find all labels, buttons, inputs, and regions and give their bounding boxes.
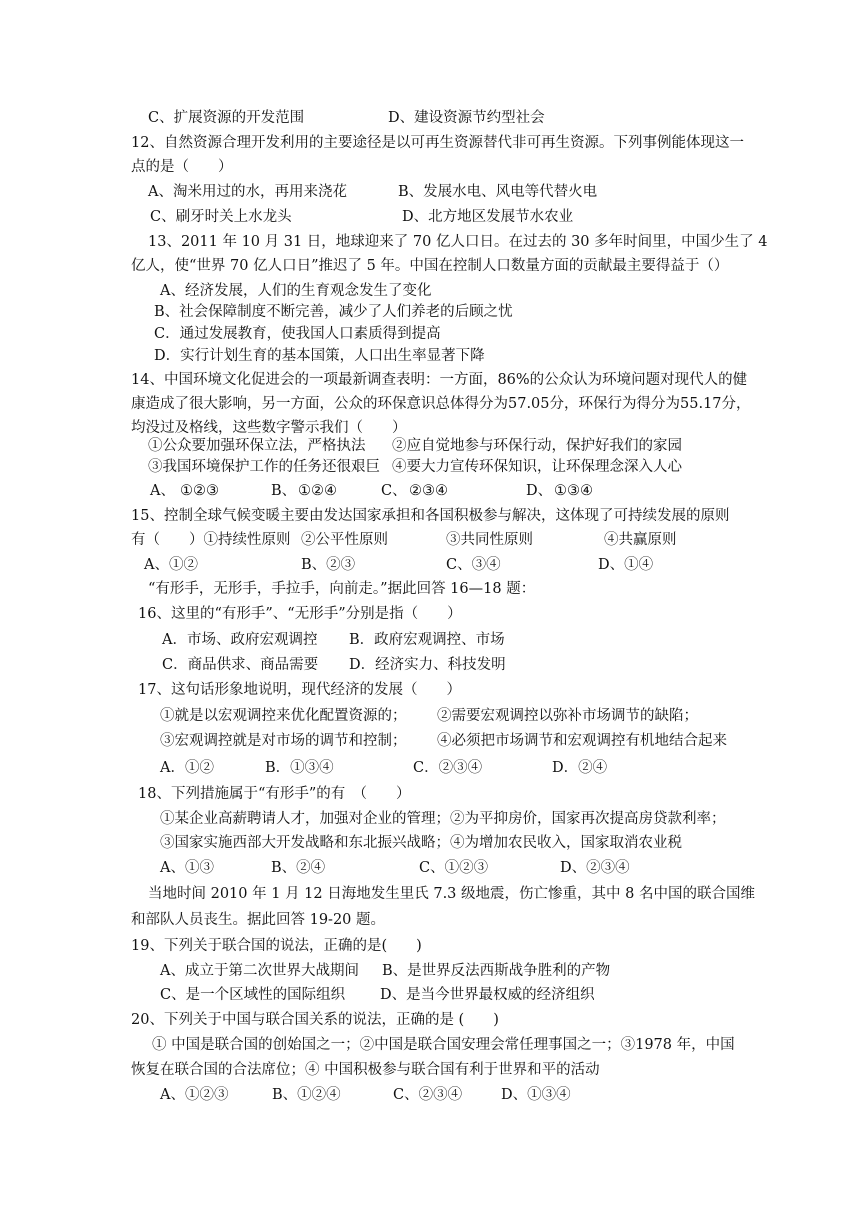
text-cell: D、北方地区发展节水农业 — [402, 209, 574, 225]
text-line: ③国家实施西部大开发战略和东北振兴战略；④为增加农民收入，国家取消农业税 — [160, 835, 682, 851]
text-cell: ②公平性原则 — [301, 532, 388, 548]
text-cell: B．政府宏观调控、市场 — [349, 632, 505, 648]
text-cell: B、①②④ — [272, 1087, 341, 1103]
text-line: 恢复在联合国的合法席位；④ 中国积极参与联合国有利于世界和平的活动 — [131, 1062, 600, 1078]
text-cell: ②需要宏观调控以弥补市场调节的缺陷； — [437, 708, 698, 724]
text-cell: ④共赢原则 — [604, 532, 677, 548]
text-line: C、刷牙时关上水龙头 — [150, 209, 292, 225]
text-cell: C．②③④ — [413, 760, 483, 776]
text-line: C、是一个区域性的国际组织 — [160, 987, 346, 1003]
text-line: 17、这句话形象地说明，现代经济的发展（ ） — [138, 682, 461, 698]
text-cell: D、 — [526, 483, 553, 499]
text-line: 12、自然资源合理开发利用的主要途径是以可再生资源替代非可再生资源。下列事例能体现这一 — [131, 135, 744, 151]
text-cell: ②③④ — [409, 483, 448, 499]
text-cell: C、②③④ — [393, 1087, 463, 1103]
text-line: 13、2011 年 10 月 31 日，地球迎来了 70 亿人口日。在过去的 30 多年时间里，中国少生了 4 — [148, 234, 768, 250]
text-line: 18、下列措施属于“有形手”的有 （ ） — [138, 786, 411, 802]
text-cell: ②应自觉地参与环保行动，保护好我们的家园 — [392, 438, 682, 454]
text-line: A．市场、政府宏观调控 — [162, 632, 318, 648]
text-cell: B、是世界反法西斯战争胜利的产物 — [382, 963, 611, 979]
text-cell: D、①④ — [598, 557, 654, 573]
text-cell: B．①③④ — [265, 760, 334, 776]
text-line: 有（ ）①持续性原则 — [131, 532, 291, 548]
text-line: A、①③ — [160, 860, 214, 876]
text-cell: C、①②③ — [419, 860, 489, 876]
text-line: 康造成了很大影响，另一方面，公众的环保意识总体得分为57.05分，环保行为得分为55.17分， — [131, 396, 751, 412]
text-line: 均没过及格线，这些数字警示我们（ ） — [131, 420, 407, 436]
text-line: C．通过发展教育，使我国人口素质得到提高 — [154, 326, 441, 342]
text-line: A、经济发展，人们的生育观念发生了变化 — [160, 283, 432, 299]
text-line: A、①②③ — [160, 1087, 229, 1103]
text-cell: D、①③④ — [501, 1087, 571, 1103]
text-line: B、社会保障制度不断完善，减少了人们养老的后顾之忧 — [154, 304, 513, 320]
text-cell: B、 — [271, 483, 297, 499]
text-line: 14、中国环境文化促进会的一项最新调查表明：一方面，86%的公众认为环境问题对现代人的健 — [131, 372, 748, 388]
text-line: ①公众要加强环保立法，严格执法 — [148, 438, 366, 454]
text-cell: B、②③ — [301, 557, 356, 573]
text-cell: ①③④ — [554, 483, 593, 499]
text-line: ③宏观调控就是对市场的调节和控制； — [160, 733, 407, 749]
text-cell: B、发展水电、风电等代替火电 — [398, 184, 598, 200]
text-cell: D、建设资源节约型社会 — [388, 110, 545, 126]
text-line: 20、下列关于中国与联合国关系的说法，正确的是 ( ) — [131, 1012, 499, 1028]
text-cell: ①②③ — [180, 483, 219, 499]
text-line: 亿人，使“世界 70 亿人口日”推迟了 5 年。中国在控制人口数量方面的贡献最主要得益于（） — [131, 258, 729, 274]
text-cell: D、②③④ — [560, 860, 630, 876]
text-line: A、 — [150, 483, 175, 499]
text-line: A、成立于第二次世界大战期间 — [160, 963, 359, 979]
text-line: 点的是（ ） — [131, 159, 233, 175]
text-cell: ④必须把市场调节和宏观调控有机地结合起来 — [437, 733, 727, 749]
text-line: ① 中国是联合国的创始国之一；②中国是联合国安理会常任理事国之一；③1978 年，中国 — [152, 1037, 735, 1053]
text-cell: ①②④ — [298, 483, 337, 499]
text-line: ③我国环境保护工作的任务还很艰巨 — [148, 459, 380, 475]
text-line: 和部队人员丧生。据此回答 19-20 题。 — [131, 912, 386, 928]
text-cell: D．经济实力、科技发明 — [349, 657, 506, 673]
text-cell: C、 — [381, 483, 407, 499]
text-line: A．①② — [160, 760, 214, 776]
text-line: ①某企业高薪聘请人才，加强对企业的管理；②为平抑房价，国家再次提高房贷款利率； — [160, 811, 726, 827]
text-line: A、①② — [144, 557, 198, 573]
text-cell: ③共同性原则 — [446, 532, 533, 548]
text-line: C．商品供求、商品需要 — [162, 657, 319, 673]
text-line: 当地时间 2010 年 1 月 12 日海地发生里氏 7.3 级地震，伤亡惨重，其中 8 名中国的联合国维 — [148, 886, 755, 902]
text-line: C、扩展资源的开发范围 — [148, 110, 305, 126]
text-line: 16、这里的“有形手”、“无形手”分别是指（ ） — [138, 606, 462, 622]
text-cell: B、②④ — [271, 860, 326, 876]
text-line: “有形手，无形手，手拉手，向前走。”据此回答 16—18 题： — [148, 581, 536, 597]
text-cell: D．②④ — [552, 760, 608, 776]
text-line: A、淘米用过的水，再用来浇花 — [148, 184, 347, 200]
text-line: 15、控制全球气候变暖主要由发达国家承担和各国积极参与解决，这体现了可持续发展的原则 — [131, 508, 730, 524]
text-line: 19、下列关于联合国的说法，正确的是( ) — [131, 938, 422, 954]
text-cell: ④要大力宣传环保知识，让环保理念深入人心 — [392, 459, 682, 475]
text-line: ①就是以宏观调控来优化配置资源的； — [160, 708, 407, 724]
text-cell: C、③④ — [446, 557, 501, 573]
text-cell: D、是当今世界最权威的经济组织 — [380, 987, 595, 1003]
text-line: D．实行计划生育的基本国策，人口出生率显著下降 — [154, 348, 485, 364]
